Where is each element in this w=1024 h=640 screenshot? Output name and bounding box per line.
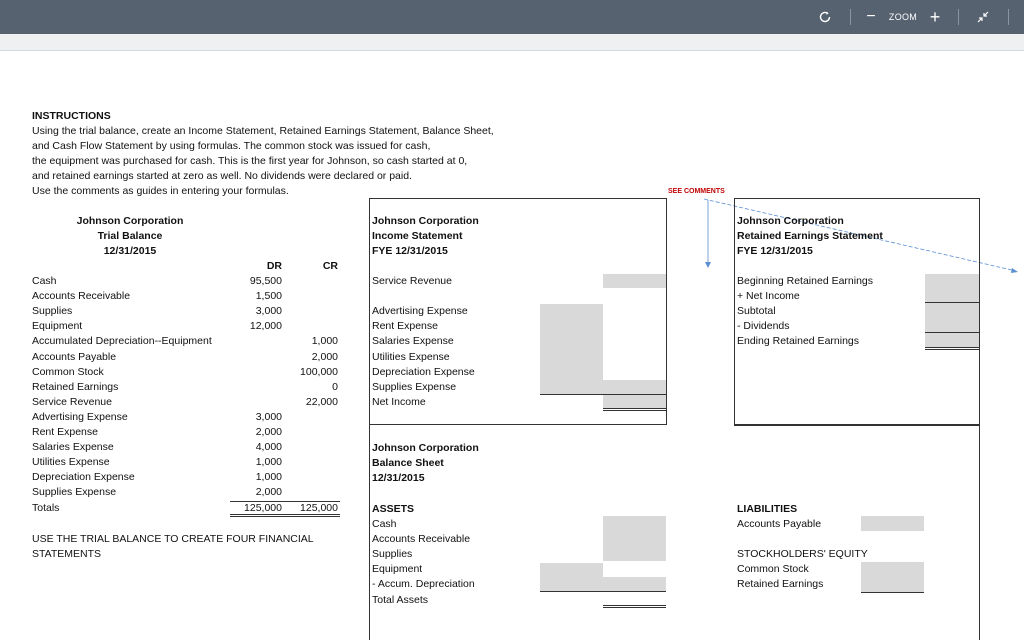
tb-dr-header: DR [266, 260, 282, 272]
bs-equity-label: Common Stock [737, 563, 809, 575]
instruction-line: and Cash Flow Statement by using formulas. The common stock was issued for cash, [32, 140, 431, 152]
re-ending-double-rule [925, 347, 979, 350]
is-revenue-label: Service Revenue [372, 275, 452, 287]
bs-asset-label: Supplies [372, 548, 413, 560]
bs-asset-label: Cash [372, 518, 397, 530]
bs-company: Johnson Corporation [372, 442, 479, 454]
bs-equity-label: Retained Earnings [737, 578, 824, 590]
bs-equity-cells[interactable] [861, 562, 924, 592]
re-dividends-rule [925, 332, 979, 333]
bs-liability-label: Accounts Payable [737, 518, 822, 530]
is-date: FYE 12/31/2015 [372, 245, 448, 257]
tb-account-name: Totals [32, 502, 60, 514]
bs-current-asset-cells[interactable] [603, 516, 666, 561]
tb-account-name: Cash [32, 275, 57, 287]
re-row-label: Subtotal [737, 305, 776, 317]
tb-account-name: Utilities Expense [32, 456, 110, 468]
tb-debit-value: 2,000 [255, 486, 282, 498]
balance-sheet-top-border [734, 425, 980, 426]
is-total-expense-cell[interactable] [603, 380, 666, 394]
bs-liabilities-header: LIABILITIES [737, 503, 798, 515]
zoom-in-button[interactable]: + [929, 6, 941, 27]
instruction-line: and retained earnings started at zero as well. No dividends were declared or paid. [32, 170, 412, 182]
bs-asset-label: Total Assets [372, 594, 429, 606]
tb-account-name: Accounts Receivable [32, 290, 131, 302]
re-row-label: Ending Retained Earnings [737, 335, 860, 347]
bs-equity-header: STOCKHOLDERS' EQUITY [737, 548, 868, 560]
tb-credit-value: 0 [332, 381, 338, 393]
re-row-label: + Net Income [737, 290, 800, 302]
tb-debit-value: 2,000 [255, 426, 282, 438]
bs-assets-rule [540, 591, 666, 592]
is-company: Johnson Corporation [372, 215, 479, 227]
balance-sheet-left-border [369, 425, 370, 640]
tb-account-name: Rent Expense [32, 426, 98, 438]
bs-asset-label: Accounts Receivable [372, 533, 471, 545]
is-revenue-cell[interactable] [603, 274, 666, 288]
tb-credit-value: 1,000 [311, 335, 338, 347]
re-company: Johnson Corporation [737, 215, 844, 227]
bs-title: Balance Sheet [372, 457, 444, 469]
tb-debit-value: 4,000 [255, 441, 282, 453]
tb-account-name: Advertising Expense [32, 411, 128, 423]
is-title: Income Statement [372, 230, 463, 242]
balance-sheet-right-border [979, 425, 980, 640]
bs-asset-label: - Accum. Depreciation [372, 578, 475, 590]
tb-debit-value: 125,000 [244, 502, 282, 514]
instruction-line: the equipment was purchased for cash. This is the first year for Johnson, so cash started at 0, [32, 155, 468, 167]
is-expense-cells[interactable] [540, 304, 603, 395]
is-expense-label: Utilities Expense [372, 351, 450, 363]
bs-net-equipment-cell[interactable] [603, 577, 666, 591]
re-title: Retained Earnings Statement [737, 230, 883, 242]
bs-total-assets-double-rule [603, 605, 666, 608]
tb-note-line: USE THE TRIAL BALANCE TO CREATE FOUR FINANCIAL [32, 533, 314, 545]
tb-account-name: Supplies [32, 305, 73, 317]
tb-credit-value: 125,000 [300, 502, 338, 514]
bs-asset-label: Equipment [372, 563, 423, 575]
re-value-cells[interactable] [925, 274, 979, 348]
tb-account-name: Supplies Expense [32, 486, 117, 498]
re-row-label: Beginning Retained Earnings [737, 275, 874, 287]
zoom-label: ZOOM [888, 12, 918, 22]
tb-credit-value: 100,000 [300, 366, 338, 378]
see-comments-label[interactable]: SEE COMMENTS [668, 188, 725, 195]
bs-assets-header: ASSETS [372, 503, 415, 515]
tb-debit-value: 1,500 [255, 290, 282, 302]
re-row-label: - Dividends [737, 320, 790, 332]
tb-account-name: Common Stock [32, 366, 104, 378]
tb-credit-value: 22,000 [305, 396, 338, 408]
tb-debit-value: 1,000 [255, 471, 282, 483]
tb-company: Johnson Corporation [76, 215, 184, 227]
is-net-income-label: Net Income [372, 396, 426, 408]
tb-account-name: Accounts Payable [32, 351, 117, 363]
tb-account-name: Accumulated Depreciation--Equipment [32, 335, 212, 347]
is-expense-label: Supplies Expense [372, 381, 457, 393]
tb-debit-value: 95,500 [249, 275, 282, 287]
re-subtotal-rule [925, 302, 979, 303]
is-expense-label: Depreciation Expense [372, 366, 475, 378]
is-expense-label: Rent Expense [372, 320, 438, 332]
tb-debit-value: 12,000 [249, 320, 282, 332]
instructions-heading: INSTRUCTIONS [32, 110, 111, 122]
instruction-line: Using the trial balance, create an Income Statement, Retained Earnings Statement, Balance Sheet, [32, 125, 494, 137]
tb-account-name: Equipment [32, 320, 83, 332]
tb-debit-value: 1,000 [255, 456, 282, 468]
tb-cr-header: CR [322, 260, 338, 272]
is-net-income-double-rule [603, 408, 666, 411]
tb-debit-value: 3,000 [255, 305, 282, 317]
tb-date: 12/31/2015 [103, 245, 157, 257]
is-expense-label: Advertising Expense [372, 305, 468, 317]
is-net-income-cell[interactable] [603, 395, 666, 409]
tb-title: Trial Balance [97, 230, 163, 242]
bs-accounts-payable-cell[interactable] [861, 516, 924, 531]
bs-equipment-cells[interactable] [540, 563, 603, 591]
tb-account-name: Salaries Expense [32, 441, 114, 453]
bs-equity-rule [861, 592, 924, 593]
tb-account-name: Service Revenue [32, 396, 112, 408]
re-date: FYE 12/31/2015 [737, 245, 813, 257]
tb-credit-value: 2,000 [311, 351, 338, 363]
zoom-out-button[interactable]: − [866, 8, 876, 25]
bs-date: 12/31/2015 [372, 472, 425, 484]
tb-account-name: Retained Earnings [32, 381, 119, 393]
tb-note-line: STATEMENTS [32, 548, 102, 560]
instruction-line: Use the comments as guides in entering your formulas. [32, 185, 289, 197]
is-expense-label: Salaries Expense [372, 335, 454, 347]
tb-debit-value: 3,000 [255, 411, 282, 423]
tb-account-name: Depreciation Expense [32, 471, 135, 483]
